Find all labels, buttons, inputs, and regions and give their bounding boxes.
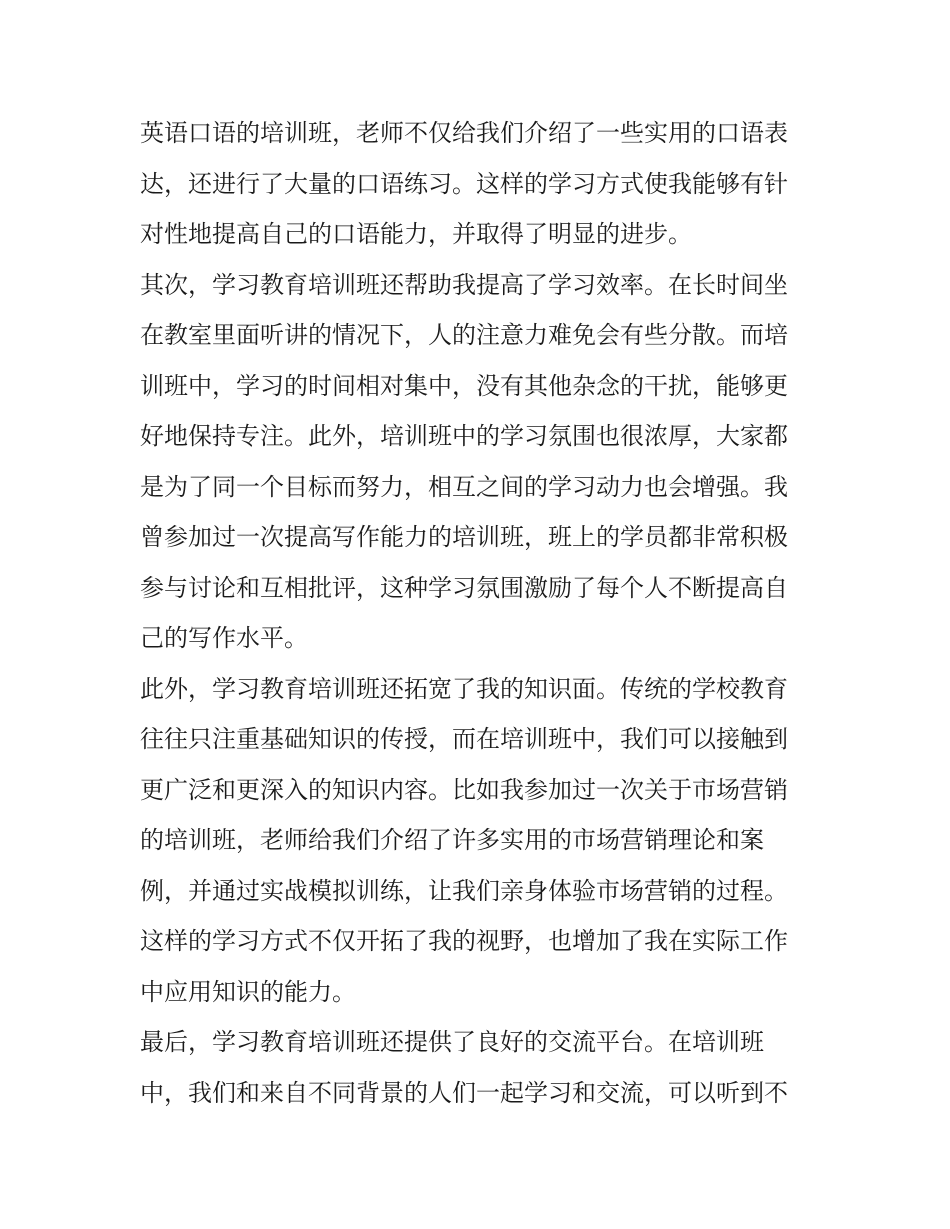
paragraph-4 (140, 1017, 812, 1118)
text-line: 在教室里面听讲的情况下，人的注意力难免会有些分散。而培 (140, 321, 788, 349)
text-line: 好地保持专注。此外，培训班中的学习氛围也很浓厚，大家都 (140, 422, 788, 450)
text-line: 己的写作水平。 (140, 624, 308, 652)
text-line: 是为了同一个目标而努力，相互之间的学习动力也会增强。我 (140, 472, 788, 501)
text-line: 例，并通过实战模拟训练，让我们亲身体验市场营销的过程。 (140, 876, 788, 905)
text-line: 曾参加过一次提高写作能力的培训班，班上的学员都非常积极 (140, 523, 788, 551)
text-line: 的培训班，老师给我们介绍了许多实用的市场营销理论和案 (140, 826, 764, 854)
text-line: 参与讨论和互相批评，这种学习氛围激励了每个人不断提高自 (140, 573, 788, 602)
text-line: 训班中，学习的时间相对集中，没有其他杂念的干扰，能够更 (140, 371, 788, 400)
body-text (140, 108, 812, 1118)
text-line: 中应用知识的能力。 (140, 977, 356, 1006)
paragraph-1 (140, 108, 812, 260)
text-line: 中，我们和来自不同背景的人们一起学习和交流，可以听到不 (140, 1078, 788, 1107)
text-line: 其次，学习教育培训班还帮助我提高了学习效率。在长时间坐 (140, 270, 788, 299)
text-line: 这样的学习方式不仅开拓了我的视野，也增加了我在实际工作 (140, 927, 788, 955)
text-line: 对性地提高自己的口语能力，并取得了明显的进步。 (140, 220, 692, 248)
text-line: 此外，学习教育培训班还拓宽了我的知识面。传统的学校教育 (140, 674, 788, 703)
text-line: 达，还进行了大量的口语练习。这样的学习方式使我能够有针 (140, 169, 788, 198)
paragraph-3 (140, 664, 812, 1018)
paragraph-2 (140, 260, 812, 664)
text-line: 最后，学习教育培训班还提供了良好的交流平台。在培训班 (140, 1028, 764, 1056)
text-line: 往往只注重基础知识的传授，而在培训班中，我们可以接触到 (140, 725, 788, 753)
text-line: 更广泛和更深入的知识内容。比如我参加过一次关于市场营销 (140, 775, 788, 804)
text-line: 英语口语的培训班，老师不仅给我们介绍了一些实用的口语表 (140, 119, 788, 147)
